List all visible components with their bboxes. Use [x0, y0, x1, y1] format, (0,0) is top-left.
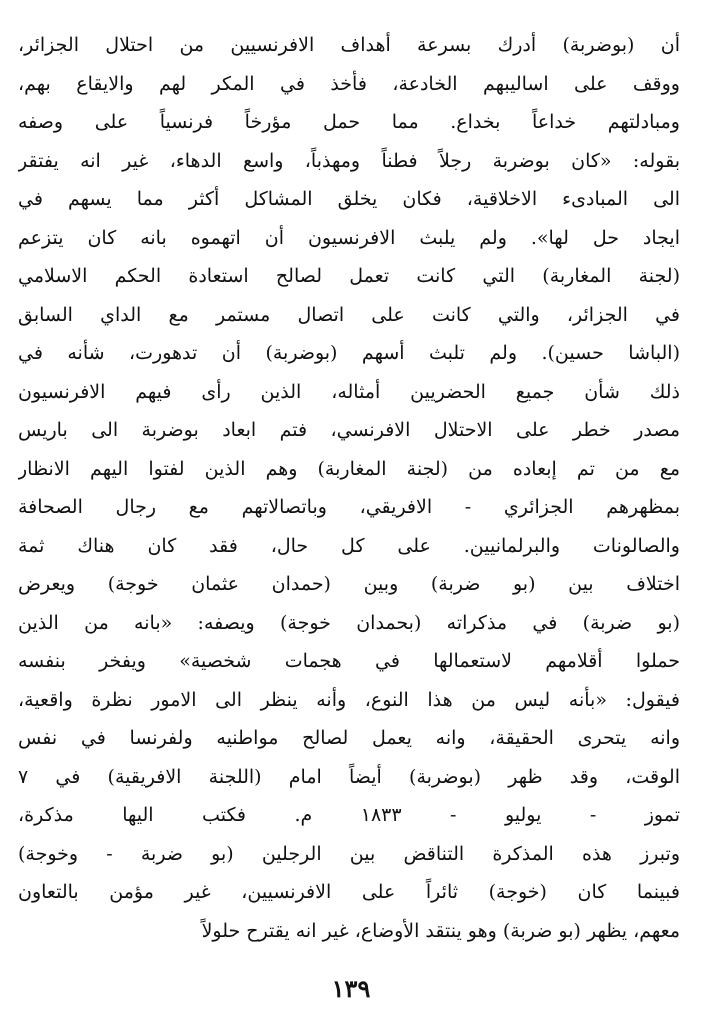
- text-line: والصالونات والبرلمانيين. على كل حال، فقد كان هناك ثمة: [18, 534, 680, 557]
- text-line: ووقف على اساليبهم الخادعة، فأخذ في المكر لهم والايقاع بهم،: [18, 72, 680, 95]
- page-number: ١٣٩: [331, 974, 371, 1003]
- text-line: وانه يتحرى الحقيقة، وانه يعمل لصالح مواطنيه ولفرنسا في نفس: [18, 727, 680, 749]
- text-line: في الجزائر، والتي كانت على اتصال مستمر مع الداي السابق: [18, 303, 680, 326]
- text-line: اختلاف بين (بو ضربة) وبين (حمدان عثمان خوجة) ويعرض: [18, 573, 680, 595]
- body-text: [18, 26, 680, 950]
- text-line: مع من تم إبعاده من (لجنة المغاربة) وهم الذين لفتوا اليهم الانظار: [18, 457, 680, 480]
- text-line: فبينما كان (خوجة) ثائراً على الافرنسيين، غير مؤمن بالتعاون: [18, 881, 680, 903]
- text-line: (بو ضربة) في مذكراته (بحمدان خوجة) ويصفه: «بانه من الذين: [18, 611, 680, 634]
- text-line: مصدر خطر على الاحتلال الافرنسي، فتم ابعاد بوضربة الى باريس: [18, 419, 680, 441]
- text-line: (الباشا حسين). ولم تلبث أسهم (بوضربة) أن تدهورت، شأنه في: [18, 342, 680, 364]
- text-line: معهم، يظهر (بو ضربة) وهو ينتقد الأوضاع، غير انه يقترح حلولاً: [201, 919, 680, 942]
- text-line: فيقول: «بأنه ليس من هذا النوع، وأنه ينظر الى الامور نظرة واقعية،: [18, 688, 680, 711]
- text-line: ومبادلتهم خداعاً بخداع. مما حمل مؤرخاً فرنسياً على وصفه: [18, 111, 680, 133]
- text-line: بمظهرهم الجزائري - الافريقي، وباتصالاتهم مع رجال الصحافة: [18, 496, 680, 518]
- text-line: الوقت، وقد ظهر (بوضربة) أيضاً امام (اللجنة الافريقية) في ٧: [18, 765, 680, 788]
- text-line: وتبرز هذه المذكرة التناقض بين الرجلين (بو ضربة - وخوجة): [18, 842, 680, 865]
- text-line: بقوله: «كان بوضربة رجلاً فطناً ومهذباً، واسع الدهاء، غير انه يفتقر: [18, 149, 680, 172]
- text-line: ذلك شأن جميع الحضريين أمثاله، الذين رأى فيهم الافرنسيون: [18, 380, 680, 403]
- text-line: ايجاد حل لها». ولم يلبث الافرنسيون أن اتهموه بانه كان يتزعم: [18, 226, 680, 249]
- text-line: أن (بوضربة) أدرك بسرعة أهداف الافرنسيين من احتلال الجزائر،: [18, 34, 680, 56]
- text-line: (لجنة المغاربة) التي كانت تعمل لصالح استعادة الحكم الاسلامي: [18, 265, 680, 287]
- text-line: تموز - يوليو - ١٨٣٣ م. فكتب اليها مذكرة،: [18, 804, 680, 826]
- text-line: حملوا أقلامهم لاستعمالها في هجمات شخصية» ويفخر بنفسه: [18, 650, 680, 672]
- text-line: الى المبادىء الاخلاقية، فكان يخلق المشاكل أكثر مما يسهم في: [18, 188, 680, 210]
